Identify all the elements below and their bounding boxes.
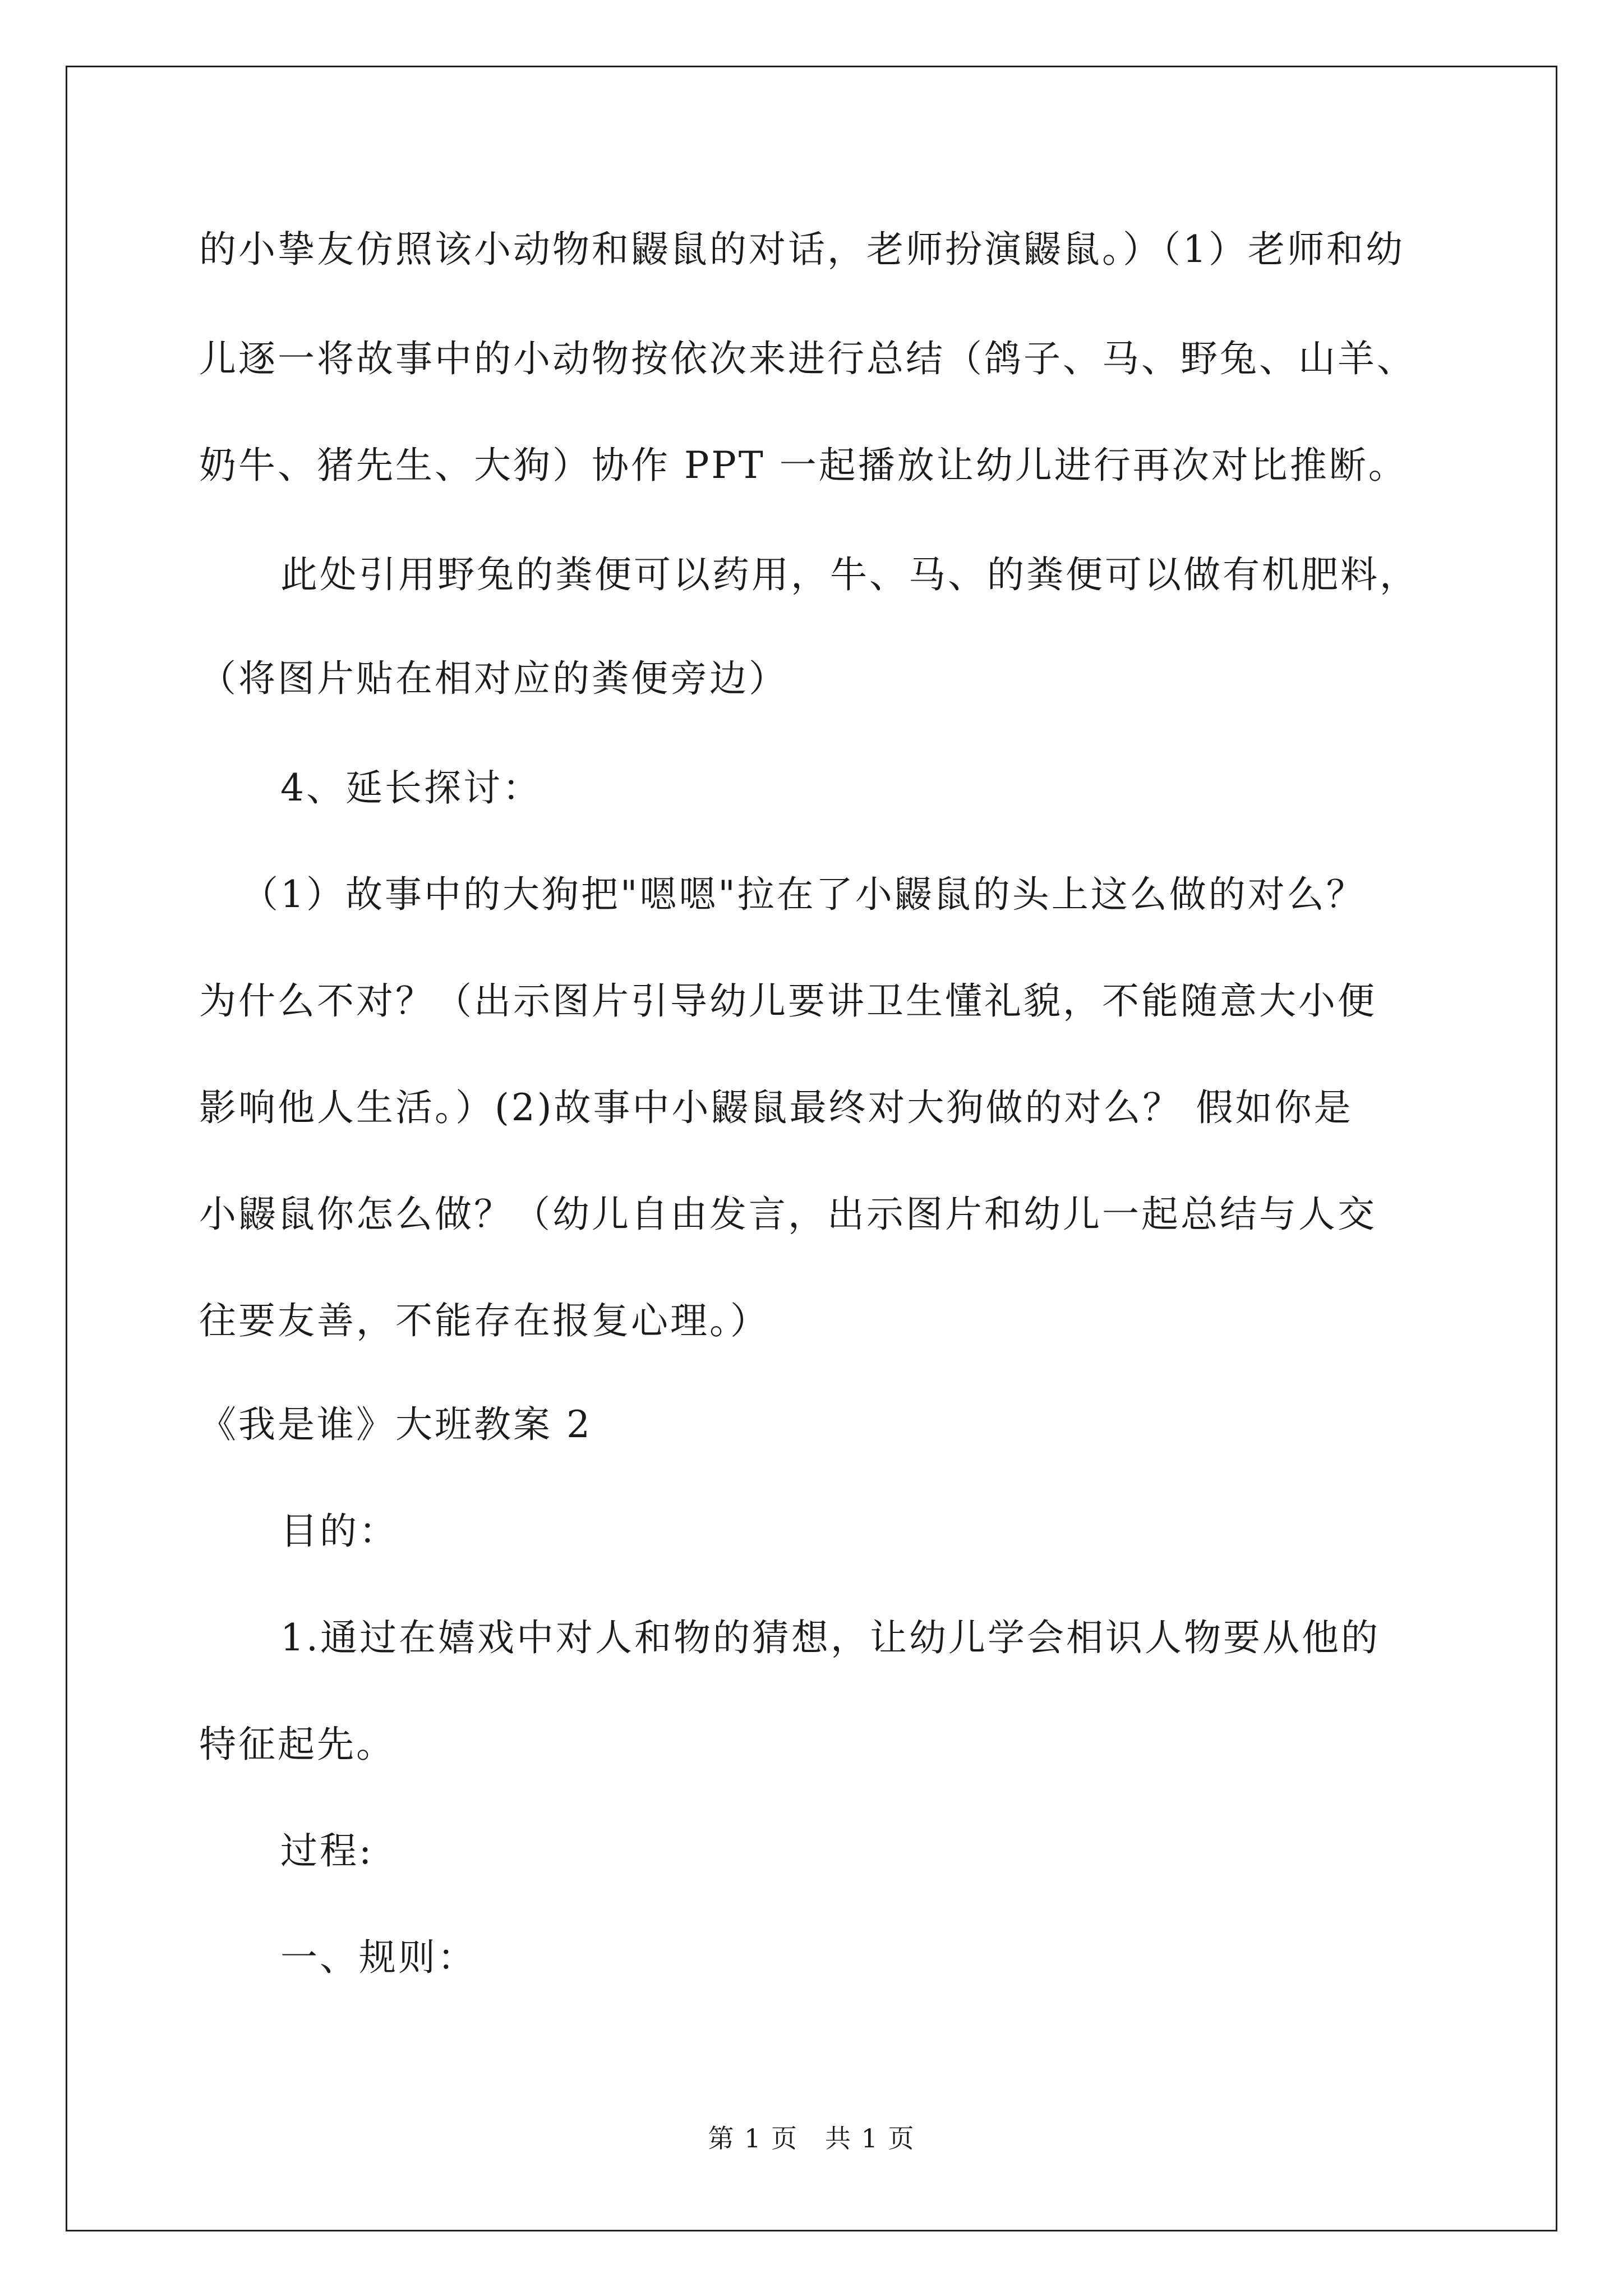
section-heading: 目的： — [280, 1510, 398, 1553]
body-text-line: 小鼹鼠你怎么做？（幼儿自由发言，出示图片和幼儿一起总结与人交 — [199, 1193, 1377, 1236]
document-title: 《我是谁》大班教案 2 — [199, 1403, 592, 1446]
body-text-line: 特征起先。 — [199, 1723, 395, 1766]
section-heading: 4、延长探讨： — [280, 766, 542, 809]
page-number-footer: 第 1 页 共 1 页 — [708, 2123, 915, 2154]
body-text-line: 影响他人生活。）(2)故事中小鼹鼠最终对大狗做的对么？ 假如你是 — [199, 1086, 1353, 1129]
body-text-line: 此处引用野兔的粪便可以药用，牛、马、的粪便可以做有机肥料， — [280, 553, 1419, 596]
body-text-line: 奶牛、猪先生、大狗）协作 PPT 一起播放让幼儿进行再次对比推断。 — [199, 444, 1408, 487]
body-text-line: 儿逐一将故事中的小动物按依次来进行总结（鸽子、马、野兔、山羊、 — [199, 337, 1416, 380]
section-heading: 过程: — [280, 1829, 374, 1872]
body-text-line: 往要友善，不能存在报复心理。） — [199, 1299, 769, 1342]
section-heading: 一、规则： — [280, 1936, 477, 1979]
body-text-line: 1.通过在嬉戏中对人和物的猜想，让幼儿学会相识人物要从他的 — [280, 1616, 1380, 1659]
page-border — [66, 66, 1557, 2231]
body-text-line: 的小挚友仿照该小动物和鼹鼠的对话，老师扮演鼹鼠。）（1）老师和幼 — [199, 228, 1405, 271]
body-text-line: （将图片贴在相对应的粪便旁边） — [199, 657, 788, 700]
body-text-line: （1）故事中的大狗把"嗯嗯"拉在了小鼹鼠的头上这么做的对么？ — [241, 873, 1366, 916]
body-text-line: 为什么不对？（出示图片引导幼儿要讲卫生懂礼貌，不能随意大小便 — [199, 979, 1377, 1023]
